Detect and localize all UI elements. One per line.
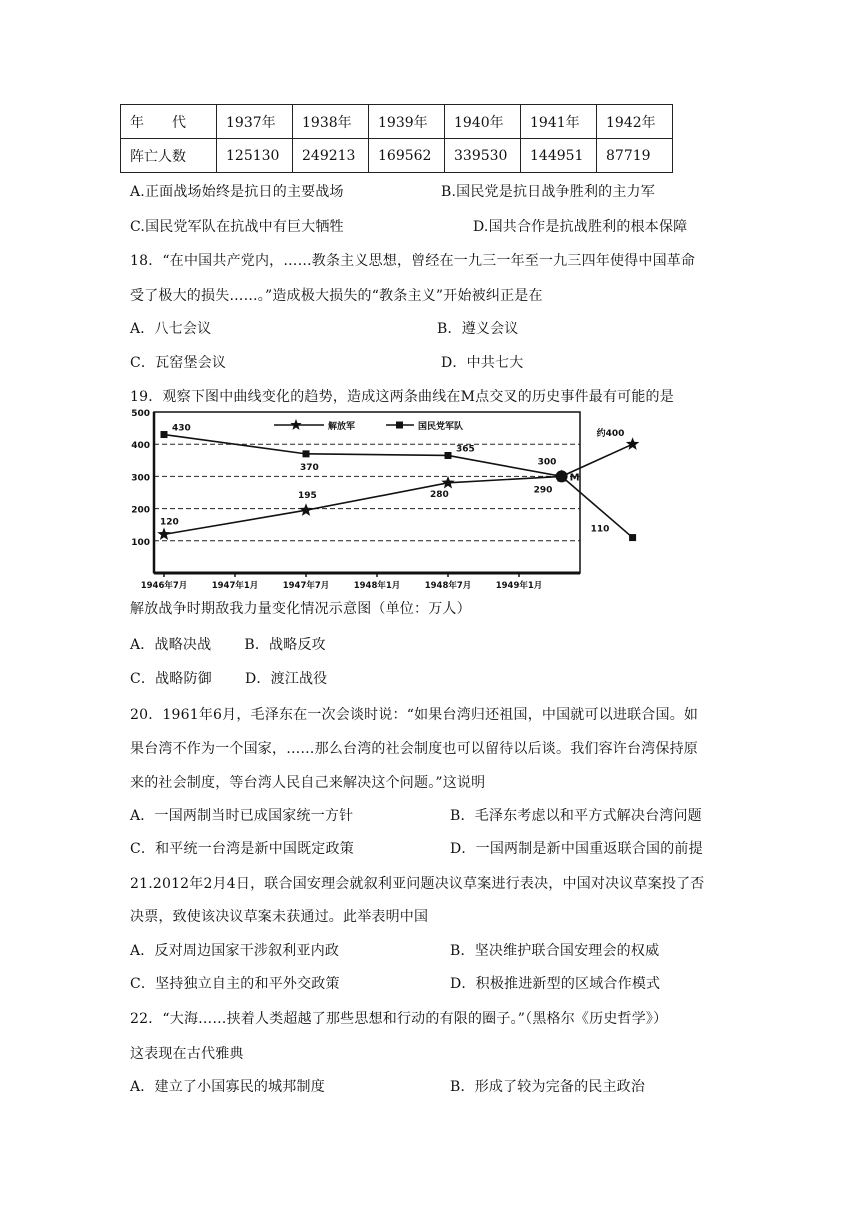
force-change-chart — [124, 408, 625, 594]
q18-option-b: B．遵义会议 — [437, 321, 519, 337]
data-label: 280 — [430, 489, 449, 500]
data-label: 370 — [300, 462, 319, 473]
cross-point-label: M — [569, 472, 580, 484]
table-cell: 144951 — [521, 139, 597, 173]
table-cell: 年 代 — [121, 105, 217, 139]
q21-option-c: C．坚持独立自主的和平外交政策 — [130, 976, 340, 992]
x-tick-label: 1946年7月 — [140, 581, 188, 591]
square-marker — [161, 431, 168, 438]
q22-stem-line1: 22．“大海……挟着人类超越了那些思想和行动的有限的圈子。”（黑格尔《历史哲学》） — [130, 1011, 668, 1027]
chart-caption: 解放战争时期敌我力量变化情况示意图（单位：万人） — [130, 601, 471, 617]
legend-label-jiefangjun: 解放军 — [328, 422, 356, 432]
data-label: 约400 — [596, 429, 625, 440]
table-cell: 1940年 — [445, 105, 521, 139]
table-cell: 87719 — [597, 139, 673, 173]
q22-option-b: B．形成了较为完备的民主政治 — [450, 1079, 646, 1095]
data-label: 195 — [298, 491, 317, 502]
q21-option-a: A．反对周边国家干涉叙利亚内政 — [130, 943, 340, 959]
q22-stem-line2: 这表现在古代雅典 — [130, 1046, 244, 1062]
chart-legend — [274, 419, 463, 432]
q17-option-b: B.国民党是抗日战争胜利的主力军 — [441, 184, 655, 200]
table-cell: 249213 — [293, 139, 369, 173]
series-line-jiefangjun — [164, 444, 633, 534]
q20-stem-line2: 果台湾不作为一个国家，……那么台湾的社会制度也可以留待以后谈。我们容许台湾保持原 — [130, 741, 698, 757]
q21-option-d: D．积极推进新型的区域合作模式 — [450, 976, 661, 992]
q18-stem-line1: 18．“在中国共产党内，……教条主义思想，曾经在一九三一年至一九三四年使得中国革命 — [130, 253, 696, 269]
data-label: 110 — [590, 524, 610, 535]
q19-stem: 19．观察下图中曲线变化的趋势，造成这两条曲线在M点交叉的历史事件最有可能的是 — [130, 389, 674, 405]
plot-frame — [154, 412, 580, 573]
data-label: 300 — [537, 457, 557, 468]
q17-option-d: D.国共合作是抗战胜利的根本保障 — [473, 219, 688, 235]
q21-option-b: B．坚决维护联合国安理会的权威 — [450, 943, 660, 959]
data-label: 290 — [533, 485, 553, 496]
legend-label-guomindang: 国民党军队 — [418, 422, 464, 432]
x-tick-label: 1947年7月 — [282, 581, 330, 591]
y-tick-label: 100 — [131, 537, 150, 548]
chart-series — [157, 424, 639, 542]
q20-option-c: C．和平统一台湾是新中国既定政策 — [130, 841, 354, 857]
star-marker — [299, 503, 312, 516]
table-cell: 1942年 — [597, 105, 673, 139]
q20-stem-line1: 20．1961年6月，毛泽东在一次会谈时说：“如果台湾归还祖国，中国就可以进联合国。如 — [130, 707, 699, 723]
x-tick-label: 1947年1月 — [211, 581, 259, 591]
x-tick-label: 1948年7月 — [424, 581, 472, 591]
q18-stem-line2: 受了极大的损失……。”造成极大损失的“教条主义”开始被纠正是在 — [130, 288, 543, 304]
q22-option-a: A．建立了小国寡民的城邦制度 — [130, 1079, 325, 1095]
x-tick-label: 1948年1月 — [353, 581, 401, 591]
table-cell: 1941年 — [521, 105, 597, 139]
data-label: 430 — [172, 423, 191, 434]
q18-option-d: D．中共七大 — [441, 355, 524, 371]
table-cell: 339530 — [445, 139, 521, 173]
q20-option-b: B．毛泽东考虑以和平方式解决台湾问题 — [450, 808, 702, 824]
y-tick-label: 500 — [131, 409, 150, 419]
q20-stem-line3: 来的社会制度，等台湾人民自己来解决这个问题。”这说明 — [130, 775, 486, 791]
legend-square-marker — [396, 422, 403, 429]
square-marker — [445, 452, 452, 459]
q20-option-d: D．一国两制是新中国重返联合国的前提 — [450, 841, 703, 857]
chart-grid — [154, 444, 580, 541]
q18-option-a: A．八七会议 — [130, 321, 212, 337]
table-row — [121, 139, 673, 173]
cross-point-marker — [556, 470, 568, 482]
q21-stem-line1: 21.2012年2月4日，联合国安理会就叙利亚问题决议草案进行表决，中国对决议草案投了否 — [130, 876, 705, 892]
y-tick-label: 300 — [131, 473, 150, 484]
q17-option-c: C.国民党军队在抗战中有巨大牺牲 — [130, 219, 344, 235]
q19-options-ab: A．战略决战 B．战略反攻 — [130, 637, 326, 653]
star-marker — [441, 476, 454, 489]
square-marker — [303, 450, 310, 457]
table-cell: 1938年 — [293, 105, 369, 139]
table-cell: 1939年 — [369, 105, 445, 139]
casualty-table — [120, 104, 673, 173]
table-row — [121, 105, 673, 139]
x-tick-label: 1949年1月 — [495, 581, 543, 591]
q21-stem-line2: 决票，致使该决议草案未获通过。此举表明中国 — [130, 909, 429, 925]
square-marker — [629, 534, 636, 541]
data-label: 365 — [456, 444, 475, 455]
q17-option-a: A.正面战场始终是抗日的主要战场 — [130, 184, 344, 200]
star-marker — [626, 437, 639, 450]
table-cell: 阵亡人数 — [121, 139, 217, 173]
q18-option-c: C．瓦窑堡会议 — [130, 355, 227, 371]
data-label: 120 — [160, 517, 179, 528]
q19-options-cd: C．战略防御 D．渡江战役 — [130, 671, 328, 687]
y-tick-label: 400 — [131, 441, 150, 452]
table-cell: 169562 — [369, 139, 445, 173]
y-tick-label: 200 — [131, 505, 150, 516]
star-marker — [157, 527, 170, 540]
q20-option-a: A．一国两制当时已成国家统一方针 — [130, 808, 354, 824]
table-cell: 125130 — [217, 139, 293, 173]
star-marker — [290, 419, 301, 430]
table-cell: 1937年 — [217, 105, 293, 139]
